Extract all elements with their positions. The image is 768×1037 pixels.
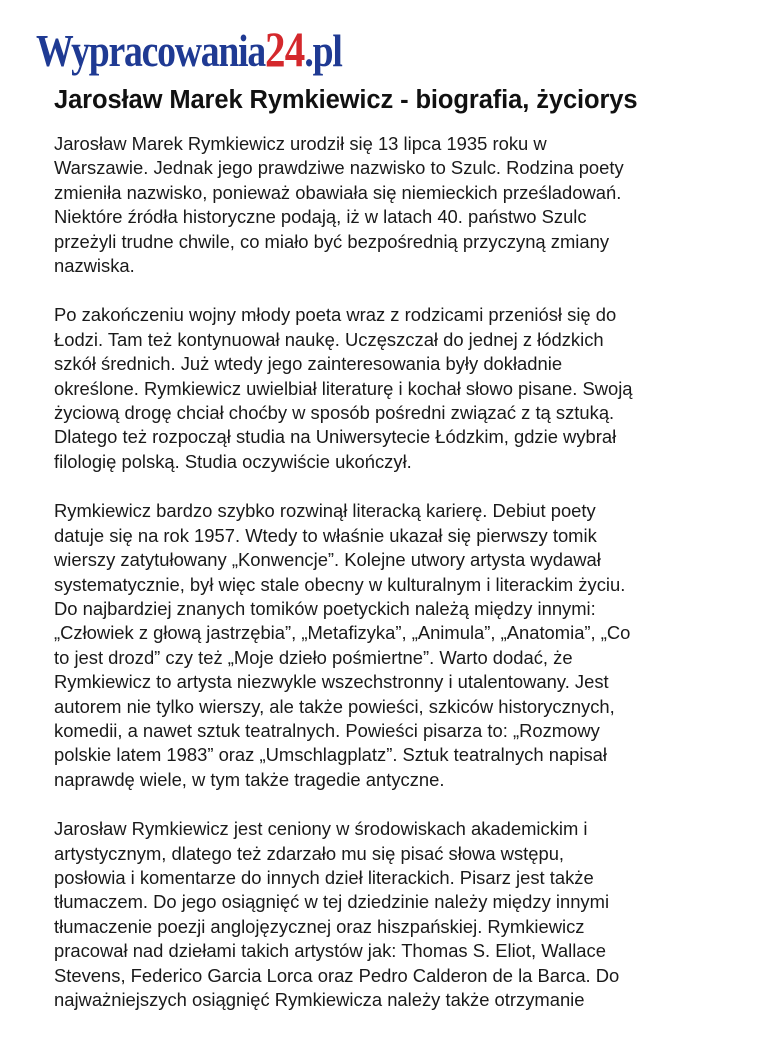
logo-text-number: 24 [265,21,305,77]
paragraph-line: artystycznym, dlatego też zdarzało mu się pisać słowa wstępu, [54,842,565,864]
paragraph-line: to jest drozd” czy też „Moje dzieło pośmiertne”. Warto dodać, że [54,646,573,668]
paragraph-line: Łodzi. Tam też kontynuował naukę. Uczęszczał do jednej z łódzkich [54,328,604,350]
paragraph-line: „Człowiek z głową jastrzębia”, „Metafizyka”, „Animula”, „Anatomia”, „Co [54,622,631,644]
logo-text-domain: .pl [304,25,342,76]
paragraph-line: Stevens, Federico Garcia Lorca oraz Pedro Calderon de la Barca. Do [54,964,620,986]
paragraph-line: pracował nad dziełami takich artystów jak: Thomas S. Eliot, Wallace [54,940,606,962]
paragraph-line: określone. Rymkiewicz uwielbiał literaturę i kochał słowo pisane. Swoją [54,377,633,399]
paragraph-line: zmieniła nazwisko, ponieważ obawiała się niemieckich prześladowań. [54,181,622,203]
paragraph-line: tłumaczem. Do jego osiągnięć w tej dziedzinie należy między innymi [54,891,610,913]
paragraph-line: Po zakończeniu wojny młody poeta wraz z rodzicami przeniósł się do [54,304,617,326]
paragraph-line: tłumaczenie poezji anglojęzycznej oraz hiszpańskiej. Rymkiewicz [54,915,585,937]
paragraph-line: najważniejszych osiągnięć Rymkiewicza należy także otrzymanie [54,989,585,1010]
paragraph-line: datuje się na rok 1957. Wtedy to właśnie ukazał się pierwszy tomik [54,524,597,546]
article-paragraph [54,303,744,474]
paragraph-line: przeżyli trudne chwile, co miało być bezpośrednią przyczyną zmiany [54,230,610,252]
paragraph-line: Jarosław Marek Rymkiewicz urodził się 13 lipca 1935 roku w [54,133,547,154]
article-body [54,132,744,1037]
paragraph-line: nazwiska. [54,255,135,277]
paragraph-line: posłowia i komentarze do innych dzieł literackich. Pisarz jest także [54,866,594,888]
article-paragraph [54,817,744,1012]
paragraph-line: Jarosław Rymkiewicz jest ceniony w środowiskach akademickim i [54,818,588,840]
paragraph-line: Rymkiewicz to artysta niezwykle wszechstronny i utalentowany. Jest [54,671,609,693]
paragraph-line: komedii, a nawet sztuk teatralnych. Powieści pisarza to: „Rozmowy [54,719,600,741]
paragraph-line: Do najbardziej znanych tomików poetyckich należą między innymi: [54,597,596,619]
paragraph-line: filologię polską. Studia oczywiście ukończył. [54,450,412,472]
paragraph-line: Rymkiewicz bardzo szybko rozwinął literacką karierę. Debiut poety [54,500,596,522]
paragraph-line: autorem nie tylko wierszy, ale także powieści, szkiców historycznych, [54,695,615,717]
paragraph-line: Dlatego też rozpoczął studia na Uniwersytecie Łódzkim, gdzie wybrał [54,426,617,448]
article-title: Jarosław Marek Rymkiewicz - biografia, życiorys [54,86,638,114]
article-paragraph [54,499,744,792]
paragraph-line: szkół średnich. Już wtedy jego zainteresowania były dokładnie [54,353,563,375]
paragraph-line: polskie latem 1983” oraz „Umschlagplatz”. Sztuk teatralnych napisał [54,744,607,766]
logo-wordmark [36,20,342,78]
logo-text-main: Wypracowania [36,25,266,76]
site-logo[interactable] [36,14,409,78]
paragraph-line: naprawdę wiele, w tym także tragedie antyczne. [54,768,445,790]
article-paragraph [54,132,744,278]
paragraph-line: Niektóre źródła historyczne podają, iż w latach 40. państwo Szulc [54,206,587,228]
paragraph-line: wierszy zatytułowany „Konwencje”. Kolejne utwory artysta wydawał [54,549,601,571]
paragraph-line: Warszawie. Jednak jego prawdziwe nazwisko to Szulc. Rodzina poety [54,157,624,179]
paragraph-line: życiową drogę chciał choćby w sposób pośredni związać z tą sztuką. [54,402,615,424]
paragraph-line: systematycznie, był więc stale obecny w kulturalnym i literackim życiu. [54,573,626,595]
